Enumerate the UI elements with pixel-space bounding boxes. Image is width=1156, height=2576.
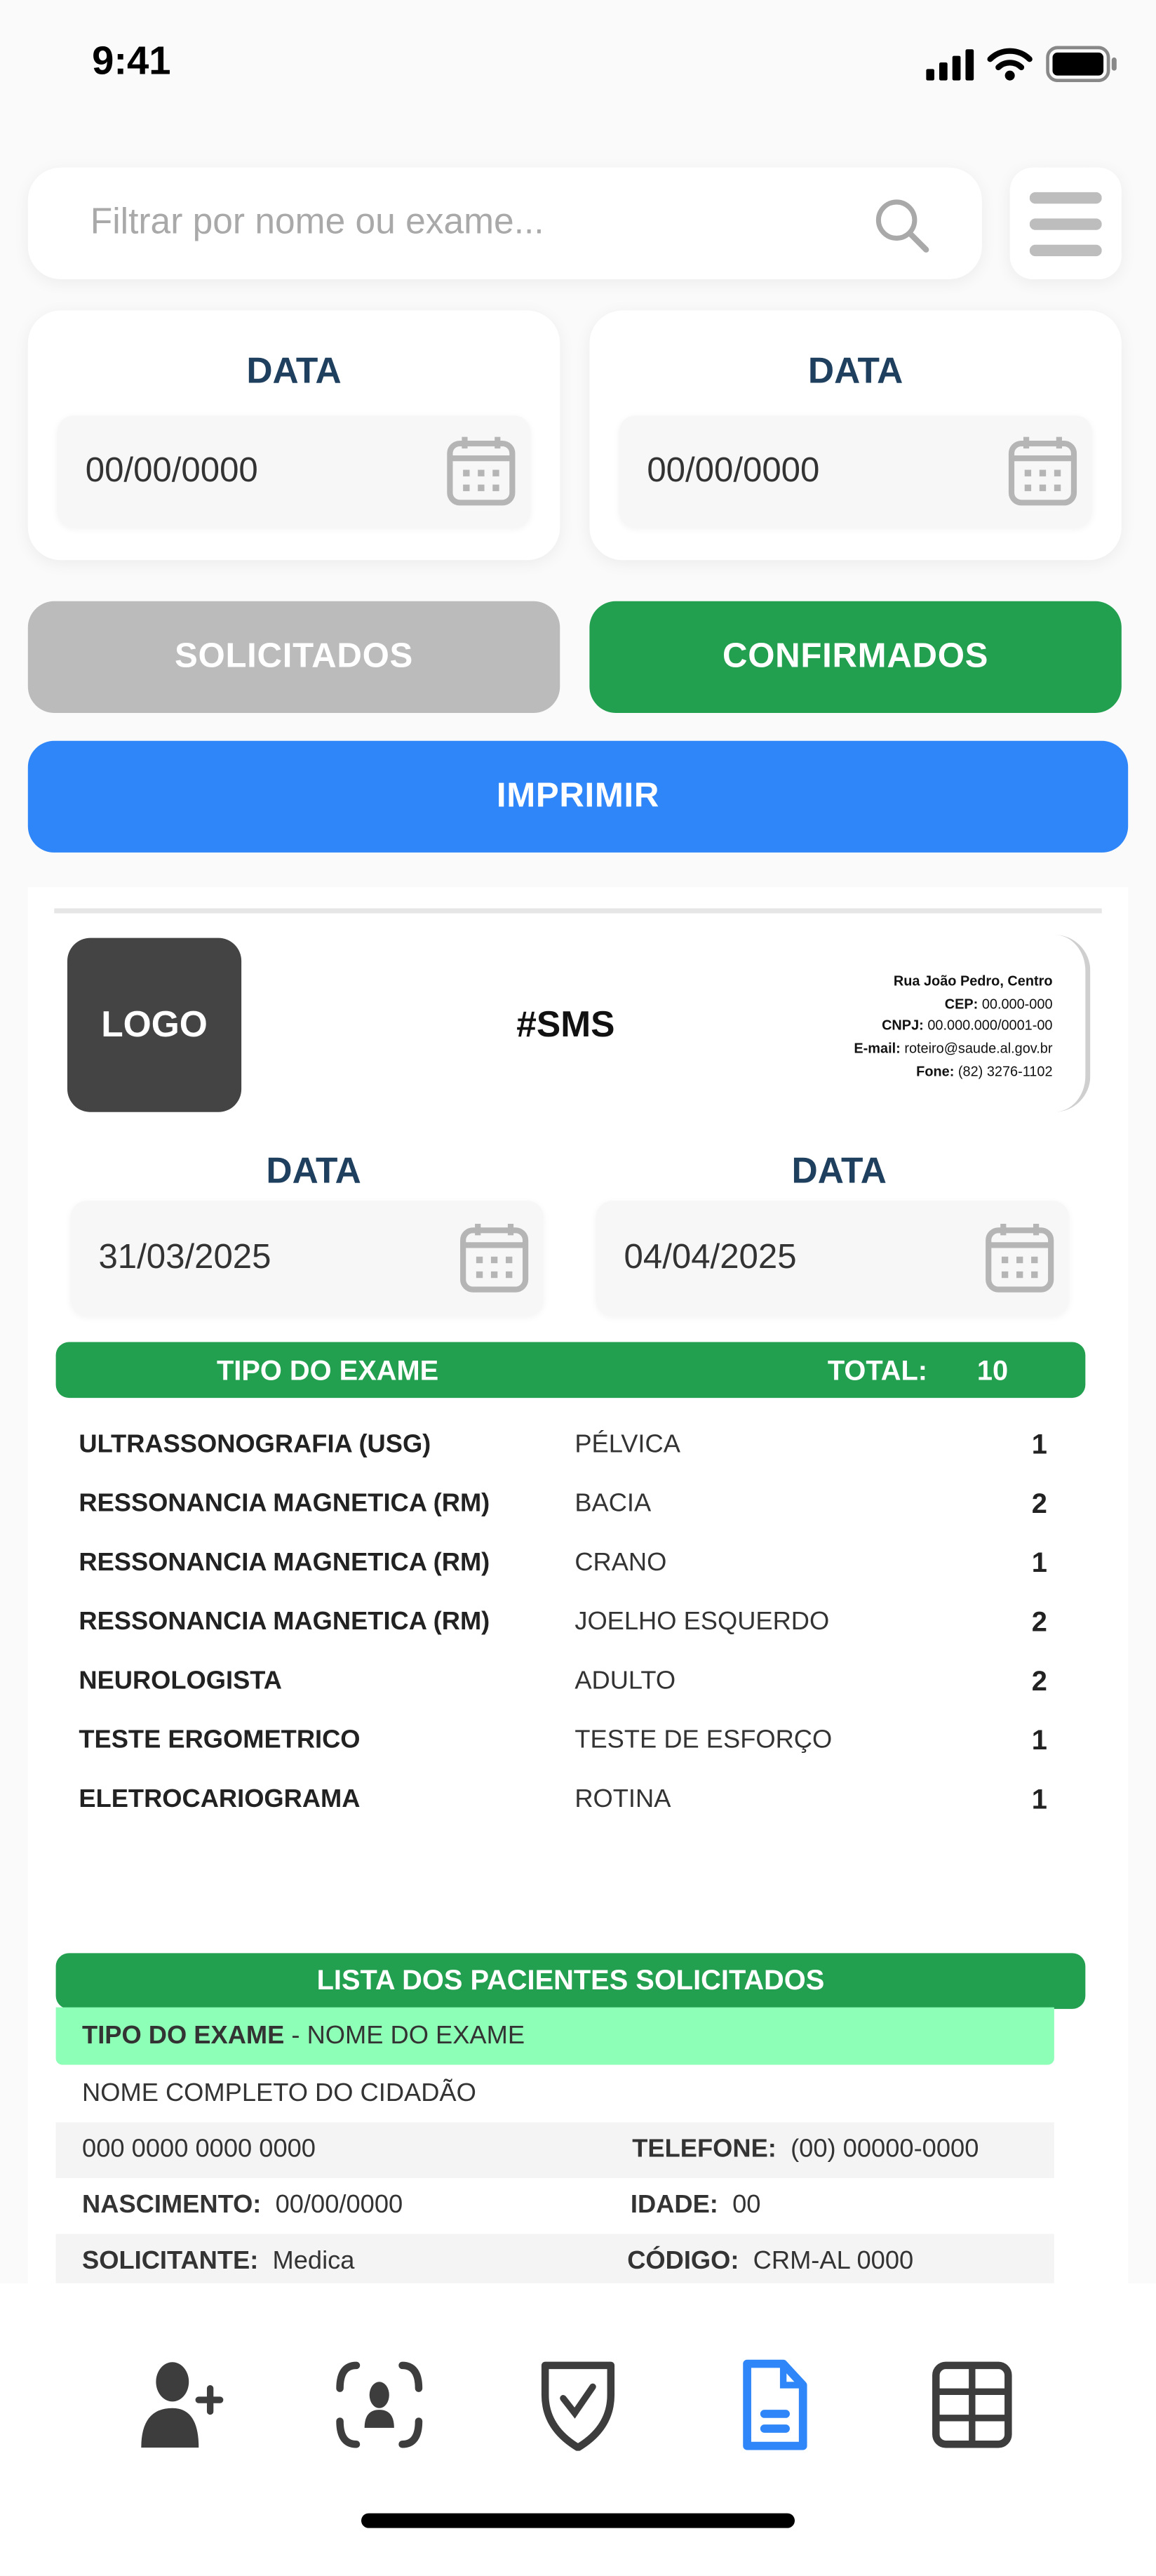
end-date-value: 00/00/0000	[647, 451, 820, 490]
cep-label: CEP:	[944, 994, 979, 1012]
patient-card-row	[56, 2122, 1054, 2178]
summary-header	[56, 1342, 1086, 1399]
start-date-input[interactable]	[58, 415, 530, 527]
menu-button[interactable]	[1010, 168, 1122, 279]
summary-count: 2	[1031, 1665, 1047, 1697]
summary-count: 1	[1031, 1724, 1047, 1756]
summary-count: 2	[1031, 1606, 1047, 1638]
patient-exam-type: TIPO DO EXAME	[82, 2022, 285, 2050]
summary-row	[79, 1654, 1064, 1713]
summary-row	[79, 1476, 1064, 1535]
address-street: Rua João Pedro, Centro	[893, 972, 1053, 989]
confirmados-button[interactable]: CONFIRMADOS	[589, 601, 1121, 713]
face-scan-icon[interactable]	[333, 2359, 425, 2451]
patient-name: NOME COMPLETO DO CIDADÃO	[82, 2079, 476, 2108]
logo: LOGO	[67, 938, 241, 1112]
address-block	[854, 970, 1052, 1083]
search-placeholder: Filtrar por nome ou exame...	[90, 200, 544, 242]
age-value: 00	[732, 2191, 761, 2220]
summary-row	[79, 1417, 1064, 1476]
summary-detail: TESTE DE ESFORÇO	[574, 1726, 833, 1755]
report-end-date	[579, 1150, 1098, 1314]
age-label: IDADE:	[630, 2191, 718, 2220]
divider	[54, 909, 1101, 914]
cep-value: 00.000-000	[981, 994, 1053, 1012]
calendar-icon	[458, 1220, 530, 1296]
fone-value: (82) 3276-1102	[957, 1062, 1053, 1079]
calendar-icon	[983, 1220, 1056, 1296]
summary-exam: ELETROCARIOGRAMA	[79, 1785, 361, 1814]
document-icon[interactable]	[727, 2359, 819, 2451]
phone-value: (00) 00000-0000	[791, 2135, 979, 2163]
birth-label: NASCIMENTO:	[82, 2191, 262, 2220]
report-start-label: DATA	[266, 1149, 361, 1192]
report-end-label: DATA	[791, 1149, 887, 1192]
phone-label: TELEFONE:	[632, 2135, 777, 2163]
patient-exam-row	[56, 2008, 1054, 2065]
report-end-input	[596, 1201, 1069, 1316]
print-button[interactable]: IMPRIMIR	[28, 741, 1128, 853]
summary-detail: JOELHO ESQUERDO	[574, 1608, 830, 1636]
summary-detail: ADULTO	[574, 1667, 676, 1695]
requester-value: Medica	[272, 2247, 355, 2276]
summary-exam: RESSONANCIA MAGNETICA (RM)	[79, 1549, 490, 1577]
end-date-label: DATA	[807, 349, 903, 392]
summary-row	[79, 1595, 1064, 1654]
code-value: CRM-AL 0000	[753, 2247, 914, 2276]
calendar-icon[interactable]	[445, 434, 517, 509]
signal-icon	[926, 48, 979, 81]
calendar-icon[interactable]	[1007, 434, 1079, 509]
summary-count: 1	[1031, 1547, 1047, 1579]
summary-total-label: TOTAL:	[827, 1355, 928, 1387]
fone-label: Fone:	[916, 1062, 955, 1079]
summary-detail: CRANO	[574, 1549, 667, 1577]
start-date-label: DATA	[246, 349, 342, 392]
summary-row	[79, 1773, 1064, 1831]
summary-exam: RESSONANCIA MAGNETICA (RM)	[79, 1490, 490, 1518]
patients-header: LISTA DOS PACIENTES SOLICITADOS	[56, 1953, 1086, 2009]
patient-exam-name: - NOME DO EXAME	[284, 2022, 525, 2050]
end-date-card	[589, 310, 1121, 560]
battery-icon	[1046, 46, 1118, 82]
code-label: CÓDIGO:	[627, 2247, 739, 2276]
report-end-value: 04/04/2025	[624, 1239, 797, 1276]
patient-birth-row	[56, 2178, 1054, 2234]
email-label: E-mail:	[854, 1040, 901, 1057]
hamburger-icon	[1030, 189, 1102, 261]
summary-total-value: 10	[976, 1355, 1009, 1387]
cnpj-value: 00.000.000/0001-00	[927, 1017, 1053, 1034]
summary-count: 2	[1031, 1488, 1047, 1520]
report-start-value: 31/03/2025	[98, 1239, 271, 1276]
summary-row	[79, 1536, 1064, 1595]
start-date-value: 00/00/0000	[85, 451, 258, 490]
summary-detail: BACIA	[574, 1490, 652, 1518]
summary-exam: RESSONANCIA MAGNETICA (RM)	[79, 1608, 490, 1636]
grid-icon[interactable]	[926, 2359, 1018, 2451]
start-date-card	[28, 310, 560, 560]
summary-count: 1	[1031, 1784, 1047, 1815]
summary-exam: ULTRASSONOGRAFIA (USG)	[79, 1430, 431, 1459]
wifi-icon	[987, 46, 1033, 82]
status-time: 9:41	[92, 39, 171, 84]
search-icon[interactable]	[872, 196, 931, 255]
org-name: #SMS	[516, 1003, 615, 1045]
patient-name-row	[56, 2067, 1054, 2123]
search-input[interactable]	[28, 168, 982, 279]
birth-value: 00/00/0000	[275, 2191, 403, 2220]
summary-exam: NEUROLOGISTA	[79, 1667, 282, 1695]
summary-detail: ROTINA	[574, 1785, 671, 1814]
email-value: roteiro@saude.al.gov.br	[904, 1040, 1053, 1057]
shield-check-icon[interactable]	[532, 2359, 624, 2451]
summary-type-header: TIPO DO EXAME	[216, 1355, 439, 1387]
patient-card-number: 000 0000 0000 0000	[82, 2135, 316, 2163]
patient-requester-row	[56, 2234, 1054, 2283]
end-date-input[interactable]	[619, 415, 1092, 527]
report-start-date	[54, 1150, 573, 1314]
summary-count: 1	[1031, 1429, 1047, 1461]
add-user-icon[interactable]	[136, 2359, 228, 2451]
summary-exam: TESTE ERGOMETRICO	[79, 1726, 361, 1755]
summary-detail: PÉLVICA	[574, 1430, 680, 1459]
report-preview	[28, 887, 1128, 2283]
summary-row	[79, 1714, 1064, 1773]
home-indicator[interactable]	[361, 2514, 795, 2528]
solicitados-button[interactable]: SOLICITADOS	[28, 601, 560, 713]
report-start-input	[71, 1201, 544, 1316]
cnpj-label: CNPJ:	[882, 1017, 924, 1034]
requester-label: SOLICITANTE:	[82, 2247, 259, 2276]
